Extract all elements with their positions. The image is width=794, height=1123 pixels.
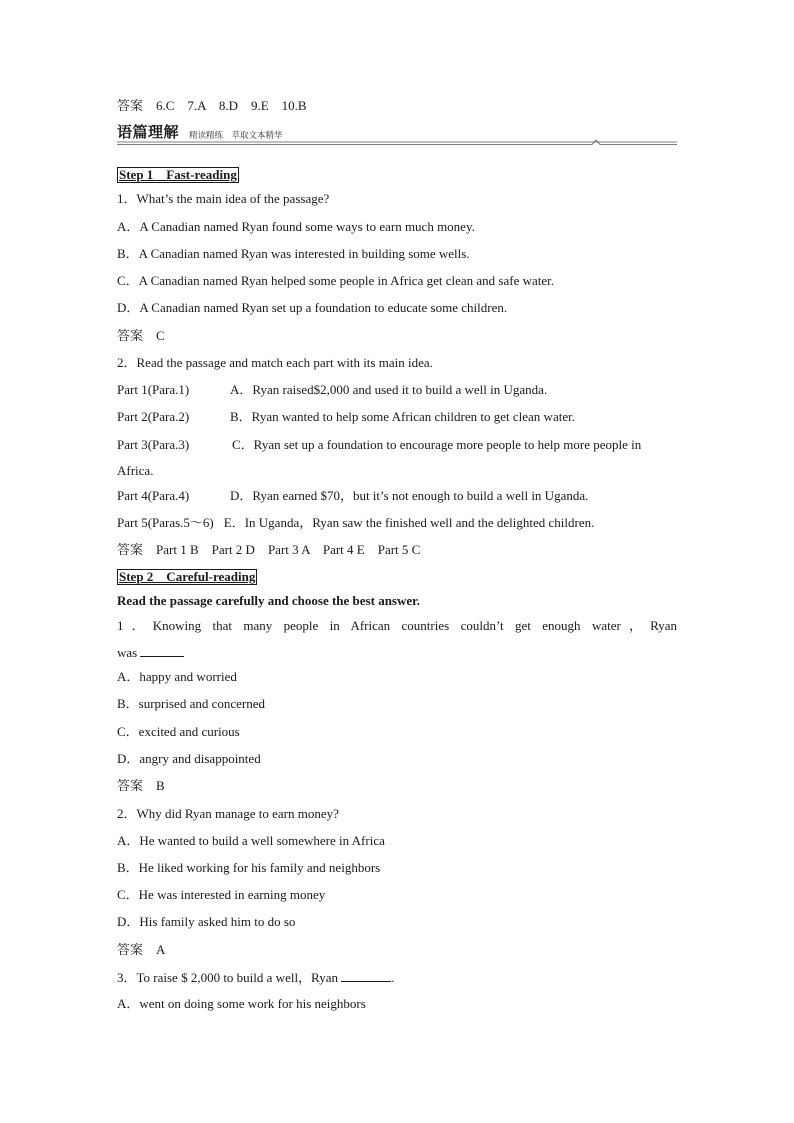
part-idea: B．Ryan wanted to help some African children to get clean water. (230, 409, 575, 424)
step2-q2-option-b: B．He liked working for his family and neighbors (117, 860, 381, 875)
step1-q2-question: 2．Read the passage and match each part with its main idea. (117, 355, 433, 370)
step2-q2-question: 2．Why did Ryan manage to earn money? (117, 806, 339, 821)
step1-q1-option-d: D．A Canadian named Ryan set up a foundation to educate some children. (117, 300, 508, 315)
match-row-continuation: Africa. (117, 463, 154, 478)
step1-q2-answer: 答案 Part 1 B Part 2 D Part 3 A Part 4 E Part 5 C (117, 542, 421, 557)
part-label: Part 5(Paras.5～6) (117, 515, 214, 530)
step2-q1-answer: 答案 B (117, 778, 165, 793)
answer-blank (341, 969, 391, 982)
part-label: Part 4(Para.4) (117, 488, 190, 503)
match-row (117, 488, 588, 504)
banner-title: 语篇理解 (117, 123, 180, 141)
step2-q1-option-a: A．happy and worried (117, 669, 237, 684)
step2-q2-answer: 答案 A (117, 942, 166, 957)
step1-q1-option-c: C．A Canadian named Ryan helped some people in Africa get clean and safe water. (117, 273, 554, 288)
step2-q2-option-a: A．He wanted to build a well somewhere in Africa (117, 833, 385, 848)
step2-q3-question: 3．To raise $ 2,000 to build a well，Ryan . (117, 970, 395, 985)
step2-q1-option-c: C．excited and curious (117, 724, 240, 739)
step2-q2-option-c: C．He was interested in earning money (117, 887, 326, 902)
step2-q3-option-a: A．went on doing some work for his neighbors (117, 996, 366, 1011)
match-row (117, 515, 594, 531)
step2-q2-option-d: D．His family asked him to do so (117, 914, 296, 929)
step2-q1-option-d: D．angry and disappointed (117, 751, 261, 766)
part-label: Part 1(Para.1) (117, 382, 190, 397)
step2-heading: Step 2 Careful-reading (119, 569, 256, 584)
step1-q1-option-a: A．A Canadian named Ryan found some ways to earn much money. (117, 219, 475, 234)
part-label: Part 3(Para.3) (117, 437, 190, 452)
step2-instruction: Read the passage carefully and choose the best answer. (117, 593, 420, 608)
previous-answer-line: 答案 6.C 7.A 8.D 9.E 10.B (117, 98, 307, 113)
part-label: Part 2(Para.2) (117, 409, 190, 424)
part-idea: C．Ryan set up a foundation to encourage more people to help more people in (232, 437, 642, 452)
match-row (117, 382, 547, 398)
step2-q1-question-line1: 1．Knowing that many people in African countries couldn’t get enough water，Ryan (117, 618, 677, 633)
match-row (117, 409, 575, 425)
step1-heading: Step 1 Fast-reading (119, 167, 237, 182)
match-row (117, 437, 641, 453)
step1-q1-answer: 答案 C (117, 328, 165, 343)
answer-blank (140, 644, 184, 657)
part-idea: D．Ryan earned $70，but it’s not enough to build a well in Uganda. (230, 488, 589, 503)
step1-q1-option-b: B．A Canadian named Ryan was interested in building some wells. (117, 246, 470, 261)
banner-subtitle: 精读精练 萃取文本精华 (189, 131, 283, 141)
part-idea: A．Ryan raised$2,000 and used it to build a well in Uganda. (230, 382, 548, 397)
step1-q1-question: 1．What’s the main idea of the passage? (117, 191, 330, 206)
step2-q1-option-b: B．surprised and concerned (117, 696, 266, 711)
banner-rule (117, 139, 677, 147)
part-idea: E．In Uganda，Ryan saw the finished well and the delighted children. (223, 515, 595, 530)
section-banner (117, 121, 677, 149)
step2-q1-question-line2: was (117, 644, 184, 661)
